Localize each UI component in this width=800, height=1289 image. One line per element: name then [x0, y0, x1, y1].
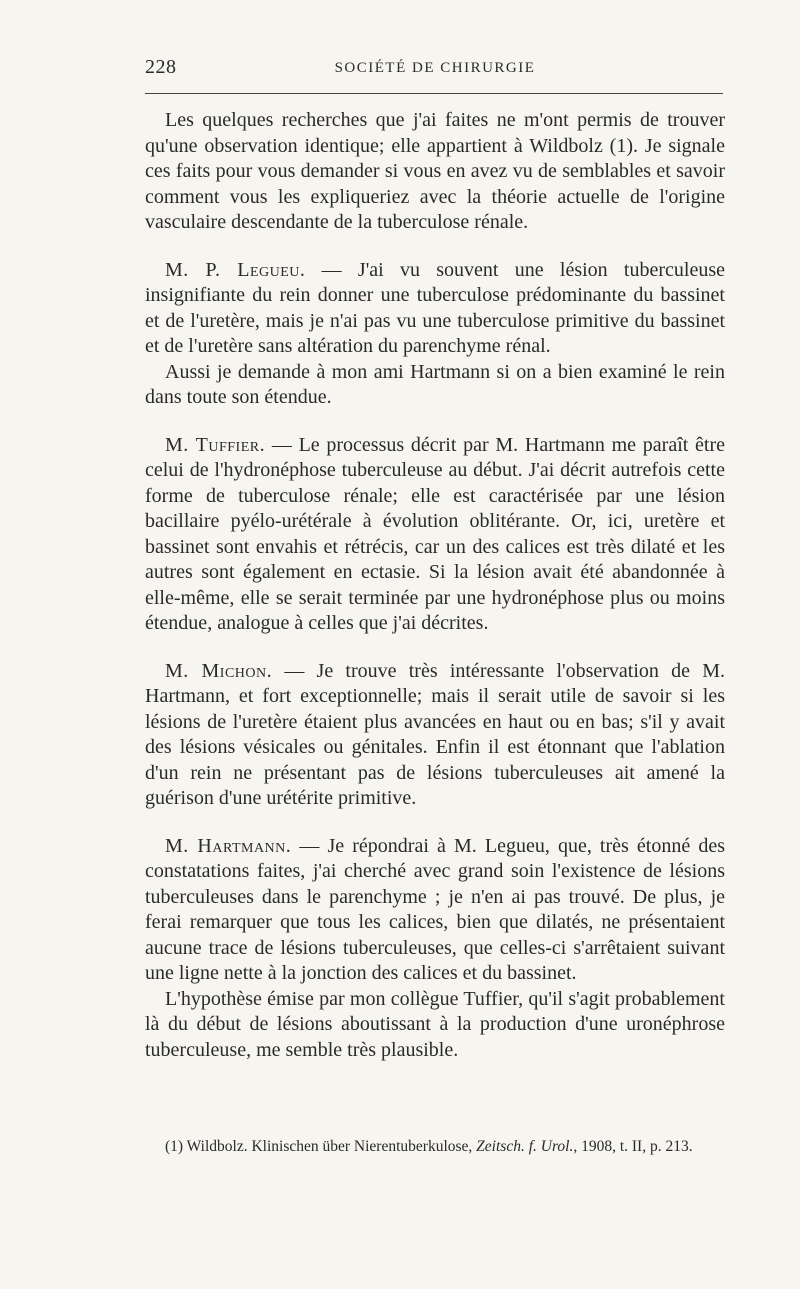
paragraph-text: — Je trouve très intéressante l'observation de M. Hartmann, et fort exceptionnelle; mais il serait utile de savoir si les lésions de l'uretère étaient plus avancées en haut ou en bas; s'il y avait des lésions vésicales ou génitales. Enfin il est étonnant que l'ablation d'un rein ne présentant pas de lésions tuberculeuses ait amené la guérison d'une urétérite primitive. [145, 659, 725, 809]
paragraph [145, 834, 725, 987]
footnote-text: Wildbolz. Klinischen über Nierentuberkulose, [183, 1138, 477, 1155]
footnote-journal: Zeitsch. f. Urol. [476, 1138, 574, 1155]
footnote-text-end: , 1908, t. II, p. 213. [573, 1138, 693, 1155]
footnote-marker: (1) [165, 1138, 184, 1155]
speaker-name: M. Michon. [165, 659, 273, 682]
paragraph-text: Aussi je demande à mon ami Hartmann si on a bien examiné le rein dans toute son étendue. [145, 360, 725, 408]
paragraph [145, 258, 725, 360]
header-rule [145, 93, 723, 94]
paragraph [145, 433, 725, 637]
speaker-name: M. Hartmann. [165, 834, 292, 857]
speaker-name: M. Tuffier. [165, 433, 266, 456]
paragraph-text: — J'ai vu souvent une lésion tuberculeuse insignifiante du rein donner une tuberculose prédominante du bassinet et de l'uretère, mais je n'ai pas vu une tuberculose primitive du bassinet et de l'uretère sans altération du parenchyme rénal. [145, 258, 725, 357]
paragraph [145, 360, 725, 411]
speaker-name: M. P. Legueu. [165, 258, 306, 281]
paragraph [145, 987, 725, 1064]
running-title: SOCIÉTÉ DE CHIRURGIE [334, 60, 536, 76]
paragraph [145, 659, 725, 812]
body-text [145, 108, 725, 1063]
paragraph-text: L'hypothèse émise par mon collègue Tuffier, qu'il s'agit probablement là du début de lésions aboutissant à la production d'une uronéphrose tuberculeuse, me semble très plausible. [145, 987, 725, 1061]
page-header [145, 52, 725, 86]
page-number: 228 [145, 56, 177, 78]
footnote [145, 1136, 725, 1158]
paragraph [145, 108, 725, 236]
paragraph-text: Les quelques recherches que j'ai faites ne m'ont permis de trouver qu'une observation identique; elle appartient à Wildbolz (1). Je signale ces faits pour vous demander si vous en avez vu de semblables et savoir comment vous les expliqueriez avec la théorie actuelle de l'origine vasculaire descendante de la tuberculose rénale. [145, 109, 725, 233]
paragraph-text: — Je répondrai à M. Legueu, que, très étonné des constatations faites, j'ai cherché avec grand soin l'existence de lésions tuberculeuses dans le parenchyme ; je n'en ai pas trouvé. De plus, je ferai remarquer que tous les calices, bien que dilatés, ne présentaient aucune trace de lésions tuberculeuses, que celles-ci s'arrêtaient suivant une ligne nette à la jonction des calices et du bassinet. [145, 834, 725, 984]
paragraph-text: — Le processus décrit par M. Hartmann me paraît être celui de l'hydronéphose tuberculeuse au début. J'ai décrit autrefois cette forme de tuberculose rénale; elle est caractérisée par une lésion bacillaire pyélo-urétérale à évolution oblitérante. Or, ici, uretère et bassinet sont envahis et rétrécis, car un des calices est très dilaté et les autres sont également en ectasie. Si la lésion avait été abandonnée à elle-même, elle se serait terminée par une hydronéphose plus ou moins étendue, analogue à celles que j'ai décrites. [145, 433, 726, 634]
